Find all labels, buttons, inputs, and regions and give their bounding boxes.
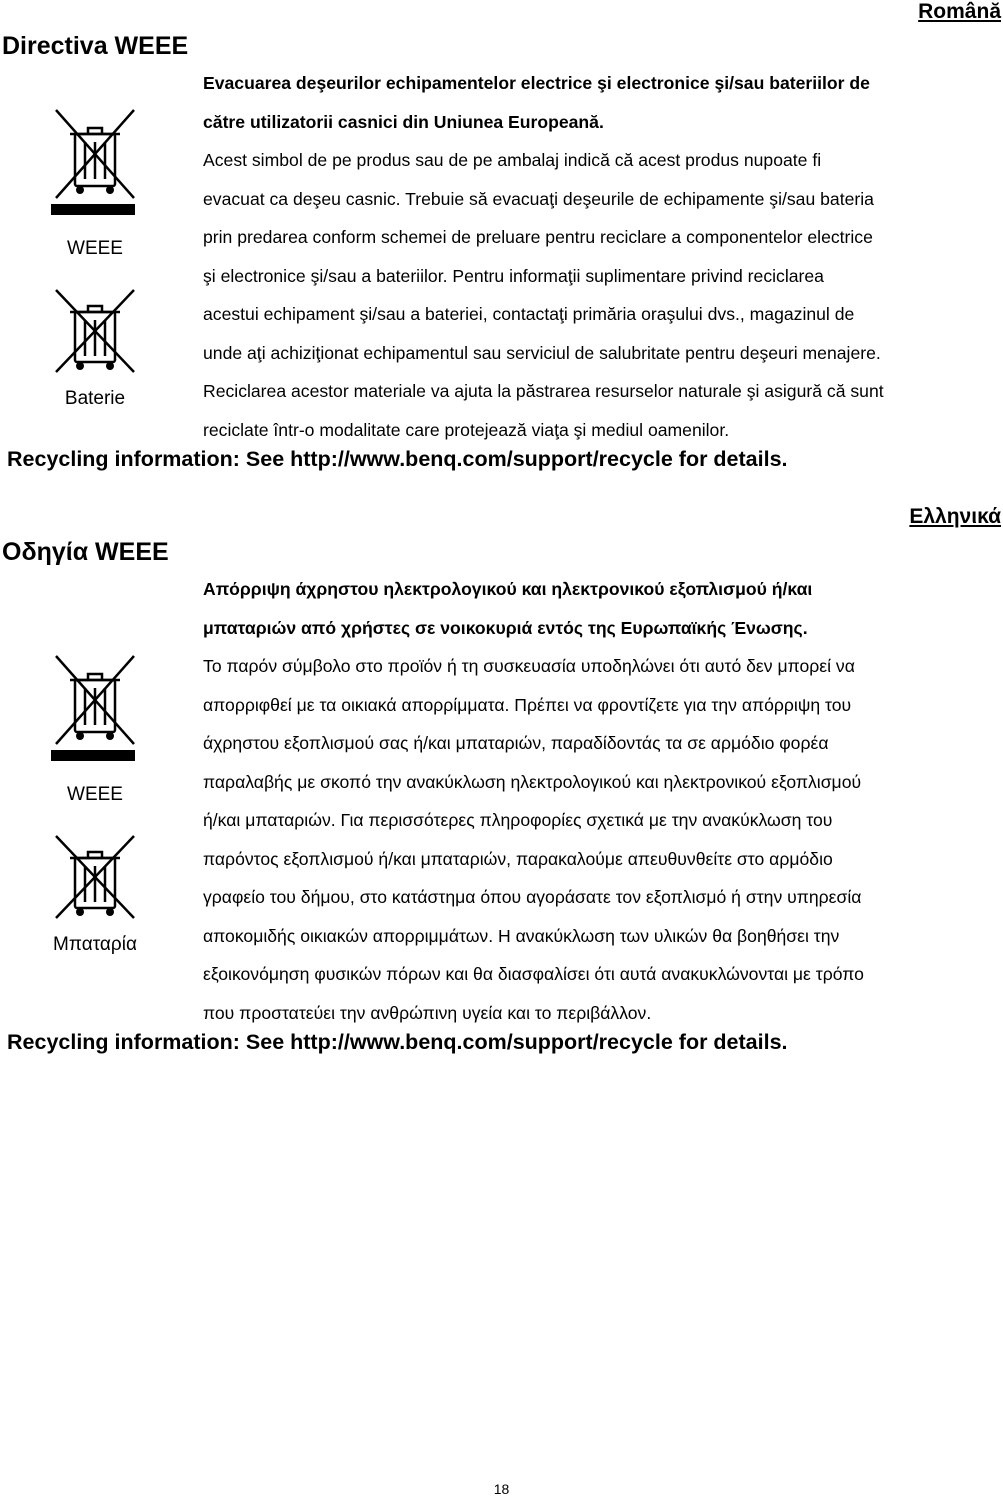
crossed-bin-icon xyxy=(50,832,140,922)
crossed-bin-icon xyxy=(50,104,140,216)
text-line: αποκομιδής οικιακών απορριμμάτων. Η ανακύκλωση των υλικών θα βοηθήσει την xyxy=(203,925,840,946)
battery-symbol-greek xyxy=(0,832,190,956)
text-line: prin predarea conform schemei de preluare pentru reciclare a componentelor electrice xyxy=(203,227,873,247)
heading-line: către utilizatorii casnici din Uniunea Europeană. xyxy=(203,111,604,132)
text-line: Acest simbol de pe produs sau de pe ambalaj indică că acest produs nupoate fi xyxy=(203,150,822,170)
text-line: απορριφθεί με τα οικιακά απορρίμματα. Πρέπει να φροντίζετε για την απόρριψη του xyxy=(203,694,852,715)
text-line: παρόντος εξοπλισμού ή/και μπαταριών, παρακαλούμε απευθυνθείτε στο αρμόδιο xyxy=(203,848,833,869)
text-line: ή/και μπαταριών. Για περισσότερες πληροφορίες σχετικά με την ανακύκλωση του xyxy=(203,810,833,830)
text-line: şi electronice şi/sau a bateriilor. Pentru informaţii suplimentare privind reciclarea xyxy=(203,265,824,286)
text-line: evacuat ca deşeu casnic. Trebuie să evacuaţi deşeurile de echipamente şi/sau bateria xyxy=(203,188,874,209)
text-line: acestui echipament şi/sau a bateriei, contactaţi primăria oraşului dvs., magazinul de xyxy=(203,304,855,324)
weee-symbol-greek xyxy=(0,650,190,806)
recycling-info-romanian: Recycling information: See http://www.benq.com/support/recycle for details. xyxy=(7,447,788,471)
section-title-romanian: Directiva WEEE xyxy=(2,32,189,60)
text-line: Reciclarea acestor materiale va ajuta la păstrarea resurselor naturale şi asigură că sunt xyxy=(203,381,884,401)
weee-symbol-romanian xyxy=(0,104,190,260)
battery-label: Baterie xyxy=(64,388,126,409)
language-heading-greek: Ελληνικά xyxy=(909,505,1001,528)
language-heading-romanian: Română xyxy=(918,0,1001,23)
heading-line: Απόρριψη άχρηστου ηλεκτρολογικού και ηλεκτρονικού εξοπλισμού ή/και xyxy=(203,579,813,599)
section-title-greek: Οδηγία WEEE xyxy=(2,538,169,566)
text-line: γραφείο του δήμου, στο κατάστημα όπου αγοράσατε τον εξοπλισμό ή στην υπηρεσία xyxy=(203,887,862,907)
body-text-greek xyxy=(203,570,1003,1032)
text-line: Το παρόν σύμβολο στο προϊόν ή τη συσκευασία υποδηλώνει ότι αυτό δεν μπορεί να xyxy=(203,656,855,676)
text-line: που προστατεύει την ανθρώπινη υγεία και το περιβάλλον. xyxy=(203,1002,652,1023)
text-line: unde aţi achiziţionat echipamentul sau serviciul de salubritate pentru deşeuri menajere. xyxy=(203,342,881,363)
heading-line: Evacuarea deşeurilor echipamentelor electrice şi electronice şi/sau bateriilor de xyxy=(203,73,870,93)
recycling-info-greek: Recycling information: See http://www.benq.com/support/recycle for details. xyxy=(7,1030,788,1054)
crossed-bin-icon xyxy=(50,650,140,762)
battery-symbol-romanian xyxy=(0,286,190,410)
text-line: παραλαβής με σκοπό την ανακύκλωση ηλεκτρολογικού και ηλεκτρονικού εξοπλισμού xyxy=(203,771,862,792)
battery-label: Μπαταρία xyxy=(53,934,137,955)
weee-label: WEEE xyxy=(67,784,123,805)
text-line: reciclate într-o modalitate care protejează viaţa şi mediul oamenilor. xyxy=(203,419,730,440)
page-number: 18 xyxy=(493,1481,510,1497)
heading-line: μπαταριών από χρήστες σε νοικοκυριά εντός της Ευρωπαϊκής Ένωσης. xyxy=(203,617,808,638)
text-line: άχρηστου εξοπλισμού σας ή/και μπαταριών, παραδίδοντάς τα σε αρμόδιο φορέα xyxy=(203,733,829,753)
weee-label: WEEE xyxy=(67,238,123,259)
body-text-romanian xyxy=(203,64,1003,449)
crossed-bin-icon xyxy=(50,286,140,376)
text-line: εξοικονόμηση φυσικών πόρων και θα διασφαλίσει ότι αυτά ανακυκλώνονται με τρόπο xyxy=(203,964,864,984)
